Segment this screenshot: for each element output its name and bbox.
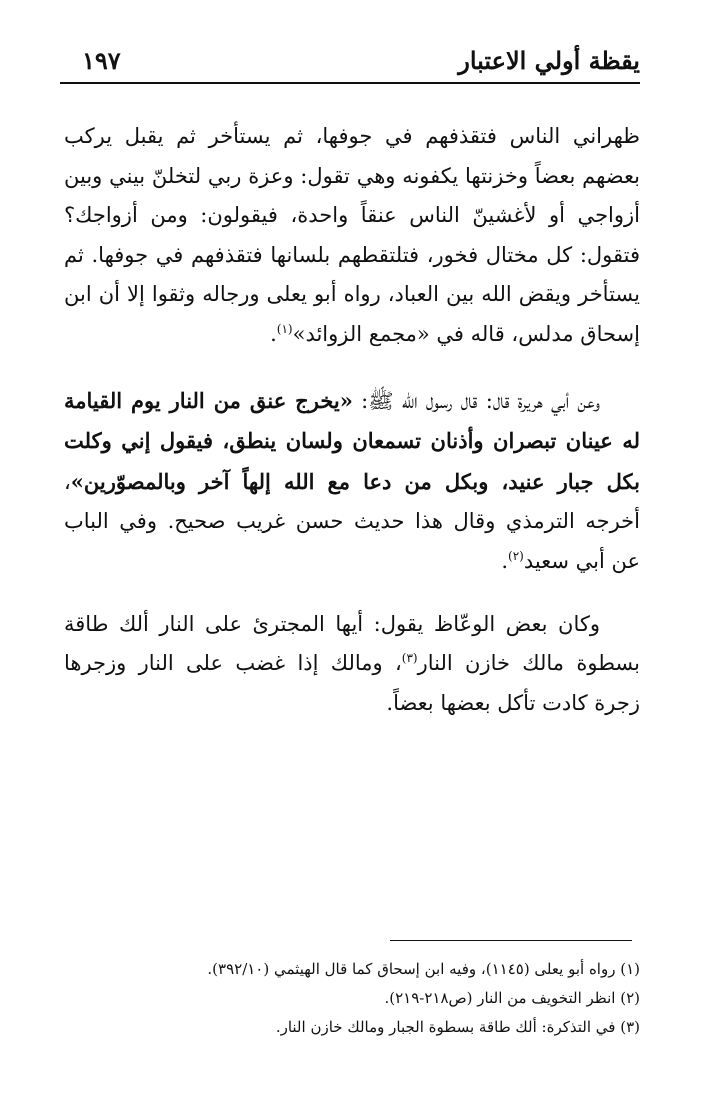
paragraph-2-intro: وعن أبي هريرة قال: قال رسول الله ﷺ: [352, 388, 600, 413]
footnote-3: (٣) في التذكرة: ألك طاقة بسطوة الجبار ومالك خازن النار. [275, 1018, 640, 1036]
page-number: ١٩٧ [82, 46, 121, 75]
footnote-ref-2: (٢) [508, 548, 524, 563]
footnote-2: (٢) انظر التخويف من النار (ص٢١٨-٢١٩). [384, 989, 640, 1007]
paragraph-1: ظهراني الناس فتقذفهم في جوفها، ثم يستأخر ثم يقبل يركب بعضهم بعضاً وخزنتها يكفونه وهي تقول: وعزة ربي لتخلنّ بيني وبين أزواجي أو لأغشينّ الناس عنقاً واحدة، فيقولون: ومن أزواجك؟ فتقول: كل مختال فخور، فتلتقطهم بلسانها فتقذفهم في جوفها. ثم يستأخر ويقض الله بين العباد، رواه أبو يعلى ورجاله وثقوا إلا أن ابن إسحاق مدلس، قاله في «مجمع الزوائد»$^{(١)}$. [64, 124, 640, 346]
footnotes [64, 955, 640, 1042]
header-rule [60, 82, 640, 84]
paragraph-1-text: ظهراني الناس فتقذفهم في جوفها، ثم يستأخر ثم يقبل يركب بعضهم بعضاً وخزنتها يكفونه وهي تقول: وعزة ربي لتخلنّ بيني وبين أزواجي أو لأغشينّ الناس عنقاً واحدة، فيقولون: ومن أزواجك؟ فتقول: كل مختال فخور، فتلتقطهم بلسانها فتقذفهم في جوفها. ثم يستأخر ويقض الله بين العباد، رواه أبو يعلى ورجاله وثقوا إلا أن ابن إسحاق مدلس، قاله في «مجمع الزوائد» [64, 124, 640, 346]
page-header [60, 40, 640, 84]
main-text [64, 117, 640, 746]
paragraph-2: وعن أبي هريرة قال: قال رسول الله ﷺ: «يخرج عنق من النار يوم القيامة له عينان تبصران وأذنان تسمعان ولسان ينطق، فيقول إني وكلت بكل جبار عنيد، وبكل من دعا مع الله إلهاً آخر وبالمصوّرين»، أخرجه الترمذي وقال هذا حديث حسن غريب صحيح. وفي الباب عن أبي سعيد$^{(٢)}$. [64, 387, 640, 573]
paragraph-3 [64, 605, 640, 724]
paragraph-2-outro: ، أخرجه الترمذي وقال هذا حديث حسن غريب صحيح. وفي الباب عن أبي سعيد [64, 469, 640, 573]
paragraph-3-text-after: ، ومالك إذا غضب على النار وزجرها زجرة كادت تأكل بعضها بعضاً. [64, 651, 640, 715]
footnote-separator [390, 940, 632, 941]
hadith-quote: «يخرج عنق من النار يوم القيامة له عينان تبصران وأذنان تسمعان ولسان ينطق، فيقول إني وكلت بكل جبار عنيد، وبكل من دعا مع الله إلهاً آخر وبالمصوّرين» [64, 387, 640, 494]
paragraph-3-text-before: وكان بعض الوعّاظ يقول: أيها المجترئ على النار ألك طاقة بسطوة مالك خازن النار [64, 611, 640, 676]
running-title: يقظة أولي الاعتبار [458, 46, 640, 75]
footnote-ref-1: (١) [276, 321, 293, 336]
footnote-1: (١) رواه أبو يعلى (١١٤٥)، وفيه ابن إسحاق كما قال الهيثمي (٣٩٢/١٠). [207, 960, 640, 978]
footnote-ref-3: (٣) [401, 651, 418, 666]
